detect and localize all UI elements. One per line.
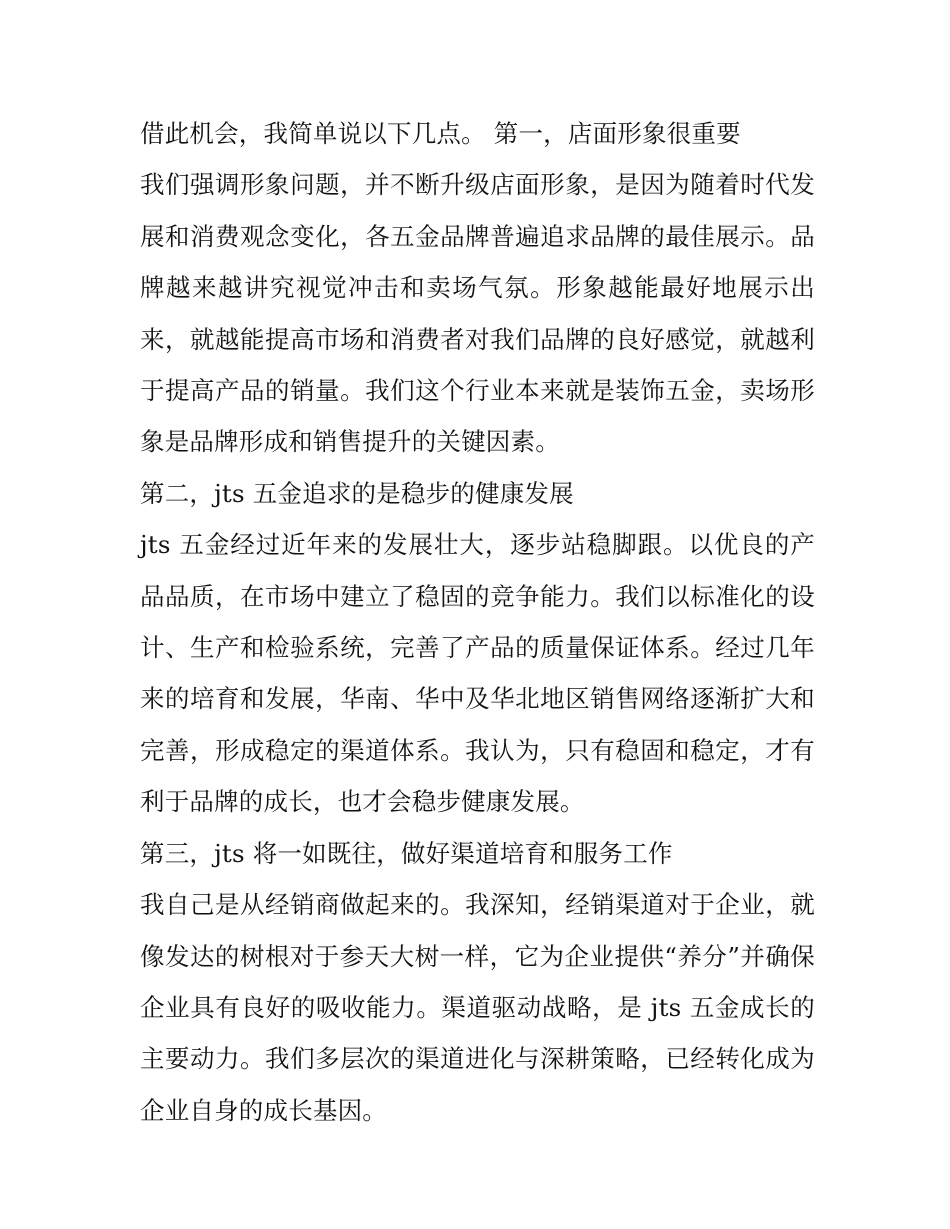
paragraph-steady-development: jts 五金经过近年来的发展壮大，逐步站稳脚跟。以优良的产品品质，在市场中建立了稳固的竞争能力。我们以标准化的设计、生产和检验系统，完善了产品的质量保证体系。经过几年来的培育和发展，华南、华中及华北地区销售网络逐渐扩大和完善，形成稳定的渠道体系。我认为，只有稳固和稳定，才有利于品牌的成长，也才会稳步健康发展。 (140, 530, 815, 817)
document-body (140, 108, 815, 1136)
paragraph-channel-service: 我自己是从经销商做起来的。我深知，经销渠道对于企业，就像发达的树根对于参天大树一样，它为企业提供“养分”并确保企业具有良好的吸收能力。渠道驱动战略，是 jts 五金成长的主要动力。我们多层次的渠道进化与深耕策略，已经转化成为企业自身的成长基因。 (140, 890, 815, 1125)
paragraph-third-heading: 第三，jts 将一如既往，做好渠道培育和服务工作 (140, 838, 673, 868)
paragraph-store-image: 我们强调形象问题，并不断升级店面形象，是因为随着时代发展和消费观念变化，各五金品牌普遍追求品牌的最佳展示。品牌越来越讲究视觉冲击和卖场气氛。形象越能最好地展示出来，就越能提高市场和消费者对我们品牌的良好感觉，就越利于提高产品的销量。我们这个行业本来就是装饰五金，卖场形象是品牌形成和销售提升的关键因素。 (140, 170, 815, 457)
paragraph-intro-heading: 借此机会，我简单说以下几点。 第一，店面形象很重要 (140, 119, 741, 148)
paragraph-second-heading: 第二，jts 五金追求的是稳步的健康发展 (140, 478, 574, 508)
